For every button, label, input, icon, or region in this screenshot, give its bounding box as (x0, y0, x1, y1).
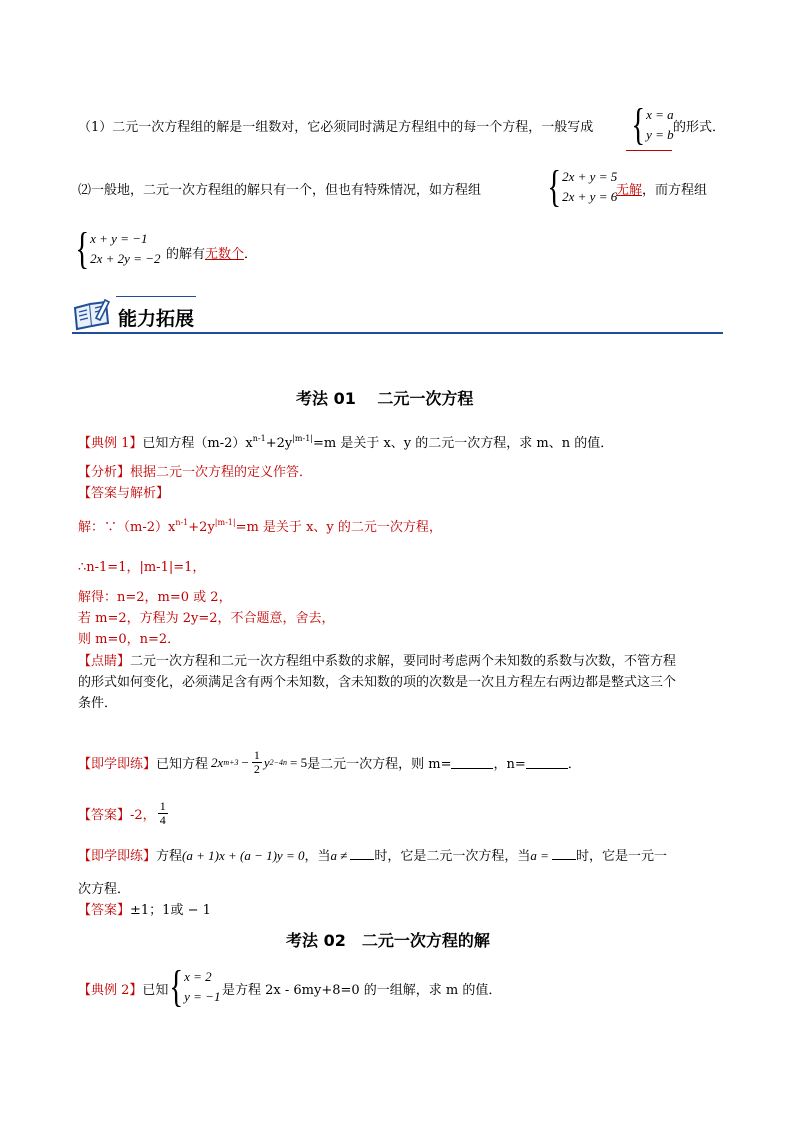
solution-l1-sup-b: |m-1| (214, 518, 236, 527)
example-1-sup-a: n-1 (252, 434, 266, 443)
answer-1 (78, 800, 168, 827)
analysis (78, 461, 312, 480)
solution-line-5: 则 m=0，n=2． (78, 632, 181, 647)
answer-2-label: 【答案】 (78, 903, 131, 918)
comment-line-3: 条件． (78, 696, 118, 711)
p2-eq1: 2x + y = 5 (562, 169, 618, 184)
solution-l1-sup-a: n-1 (175, 518, 189, 527)
answer-1-fraction (158, 800, 168, 827)
comment-line-2: 的形式如何变化，必须满足含有两个未知数，含未知数的项的次数是一次且方程左右两边都是整式这三个 (78, 675, 677, 690)
p3-eq1: x + y = −1 (90, 231, 148, 246)
example-2-label-row (78, 979, 168, 998)
analysis-text: 根据二元一次方程的定义作答． (130, 465, 313, 480)
practice-1-rhs: = 5 (290, 754, 308, 770)
example-1-text-c: =m 是关于 x、y 的二元一次方程，求 m、n 的值． (312, 436, 614, 451)
p2-eq2: 2x + y = 6 (562, 189, 618, 204)
practice-2-cond2: a = (530, 848, 549, 863)
example-1-sup-b: |m-1| (292, 434, 313, 443)
practice-1-frac-den: 2 (253, 762, 260, 776)
practice-2-blank-1[interactable] (350, 847, 374, 860)
book-pencil-icon (72, 298, 112, 332)
practice-1-text-b: 是二元一次方程，则 m= (307, 757, 452, 772)
p2-prefix: ⑵一般地，二元一次方程组的解只有一个，但也有特殊情况，如方程组 (78, 183, 482, 198)
solution-l1-b: +2y (188, 520, 215, 535)
example-2-eq2: y = −1 (184, 989, 221, 1004)
answer-label: 【答案与解析】 (78, 486, 170, 501)
practice-1-minus: − (241, 754, 249, 770)
practice-2-text-c: 时，它是二元一次方程，当 (374, 849, 531, 864)
p1-system (624, 100, 674, 149)
p2-suffix: ，而方程组 (642, 183, 708, 198)
practice-1-blank-n[interactable] (526, 756, 568, 769)
practice-1-fraction (252, 749, 262, 776)
p2-no-solution: 无解 (616, 183, 643, 198)
practice-1-blank-m[interactable] (451, 756, 493, 769)
example-2-eq1: x = 2 (184, 969, 212, 984)
practice-2-line-2: 次方程． (78, 882, 131, 897)
example-2-text-a: 已知 (142, 983, 169, 998)
p3-eq2: 2x + 2y = −2 (90, 251, 161, 266)
practice-1-term1: 2x (211, 754, 224, 770)
p1-eq2: y = b (646, 127, 674, 142)
p2-tail (616, 179, 707, 198)
p1-suffix: 的形式． (673, 120, 726, 135)
comment-label: 【点睛】 (78, 654, 131, 669)
p3-system (68, 224, 161, 273)
p1-prefix: （1）二元一次方程组的解是一组数对，它必须同时满足方程组中的每一个方程，一般写成 (78, 120, 594, 135)
practice-1-sup2: 2−4n (269, 758, 288, 767)
example-2-system (162, 962, 221, 1011)
example-1-text-b: +2y (265, 436, 293, 451)
p3-text (166, 243, 257, 262)
kaofa-02-title: 考法 02 二元一次方程的解 (286, 931, 490, 950)
practice-2-label: 【即学即练】 (78, 849, 157, 864)
answer-2 (78, 899, 211, 918)
practice-1 (78, 749, 581, 776)
answer-2-text: ±1；1或 − 1 (130, 903, 211, 918)
practice-2-blank-2[interactable] (552, 847, 576, 860)
example-1 (78, 432, 613, 451)
analysis-label: 【分析】 (78, 465, 131, 480)
practice-1-text-c: ，n= (493, 757, 526, 772)
comment-line-1 (78, 650, 676, 669)
practice-2 (78, 845, 667, 864)
answer-1-frac-num: 1 (159, 799, 166, 813)
brace-icon: { (631, 100, 646, 149)
practice-1-term2: y (263, 754, 270, 770)
comment-text-1: 二元一次方程和二元一次方程组中系数的求解，要同时考虑两个未知数的系数与次数，不管方程 (130, 654, 677, 669)
section-header (72, 296, 723, 336)
practice-2-expr: (a + 1)x + (a − 1)y = 0 (182, 848, 305, 863)
practice-2-text-b: ，当 (304, 849, 331, 864)
p3-end: ． (244, 247, 258, 262)
p3-text-a: 的解有 (166, 247, 206, 262)
practice-2-text-d: 时，它是一元一 (575, 849, 667, 864)
example-2-label: 【典例 2】 (78, 983, 143, 998)
practice-1-text-d: ． (567, 757, 581, 772)
solution-line-1 (78, 516, 442, 535)
p1-eq1: x = a (646, 107, 674, 122)
practice-1-sup1: m+3 (223, 758, 239, 767)
answer-1-text: -2， (130, 808, 156, 823)
practice-2-text-a: 方程 (156, 849, 183, 864)
paragraph-1 (78, 116, 593, 135)
solution-l1-a: 解：∵（m-2）x (78, 520, 176, 535)
example-1-text-a: 已知方程（m-2）x (142, 436, 253, 451)
practice-2-cond1: a ≠ (330, 848, 348, 863)
answer-1-label: 【答案】 (78, 808, 131, 823)
solution-l1-c: =m 是关于 x、y 的二元一次方程， (235, 520, 442, 535)
answer-1-frac-den: 4 (159, 813, 166, 827)
example-1-label: 【典例 1】 (78, 436, 143, 451)
practice-1-text-a: 已知方程 (156, 757, 209, 772)
paragraph-2 (78, 179, 481, 198)
example-2-text-b: 是方程 2x - 6my+8=0 的一组解，求 m 的值． (222, 983, 502, 998)
practice-1-frac-num: 1 (253, 748, 260, 762)
practice-1-label: 【即学即练】 (78, 757, 157, 772)
brace-icon: { (547, 162, 562, 211)
section-title: 能力拓展 (118, 308, 195, 330)
solution-line-4: 若 m=2，方程为 2y=2，不合题意，舍去， (78, 611, 335, 626)
p3-infinite: 无数个 (205, 247, 245, 262)
kaofa-01-title: 考法 01 二元一次方程 (296, 389, 474, 408)
brace-icon: { (75, 224, 90, 273)
brace-icon: { (169, 962, 184, 1011)
solution-line-3: 解得：n=2，m=0 或 2， (78, 590, 232, 605)
p2-system (540, 162, 618, 211)
p1-underline (626, 150, 672, 151)
solution-line-2: ∴n-1=1，|m-1|=1， (78, 560, 206, 575)
